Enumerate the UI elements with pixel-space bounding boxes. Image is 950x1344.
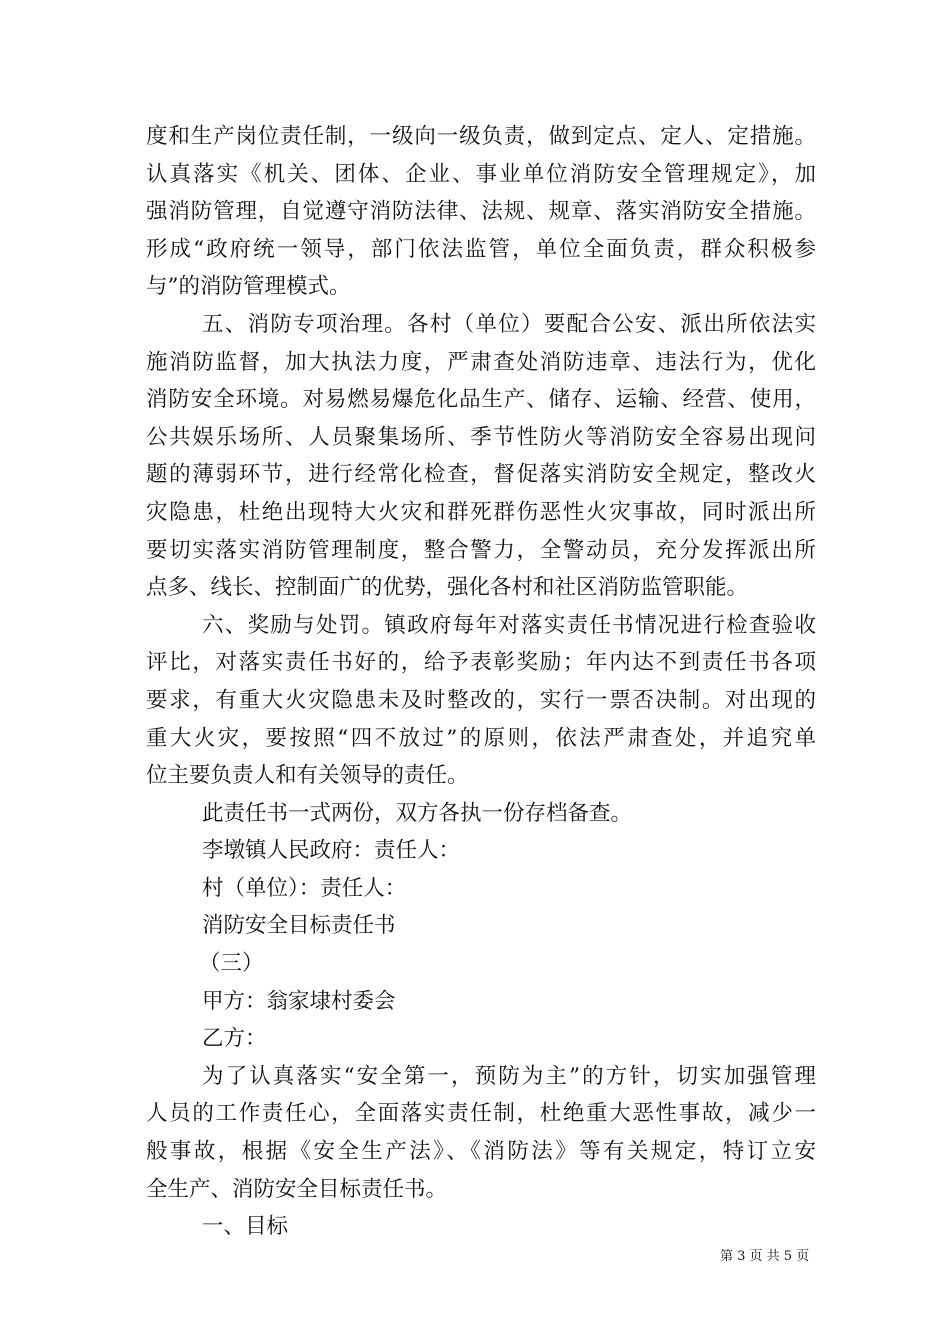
text-line: 为了认真落实“安全第一，预防为主”的方针，切实加强管理 (202, 1063, 816, 1089)
text-line: 评比，对落实责任书好的，给予表彰奖励；年内达不到责任书各项 (146, 650, 816, 676)
party-a-line: 甲方：翁家埭村委会 (202, 988, 396, 1014)
text-line: 五、消防专项治理。各村（单位）要配合公安、派出所依法实 (202, 311, 816, 337)
text-line: 人员的工作责任心，全面落实责任制，杜绝重大恶性事故，减少一 (146, 1101, 816, 1127)
text-line: 点多、线长、控制面广的优势，强化各村和社区消防监管职能。 (146, 575, 749, 601)
text-line: 重大火灾，要按照“四不放过”的原则，依法严肃查处，并追究单 (146, 725, 816, 751)
heading-line: 一、目标 (202, 1214, 289, 1240)
section-number: （三） (199, 951, 264, 977)
text-line: 要求，有重大火灾隐患未及时整改的，实行一票否决制。对出现的 (146, 687, 816, 713)
document-body (146, 118, 816, 1246)
text-line: 与”的消防管理模式。 (146, 274, 351, 300)
text-line: 形成“政府统一领导，部门依法监管，单位全面负责，群众积极参 (146, 236, 816, 262)
party-b-line: 乙方： (202, 1026, 267, 1052)
text-line: 此责任书一式两份，双方各执一份存档备查。 (202, 800, 633, 826)
page-number: 第 3 页 共 5 页 (720, 1249, 810, 1264)
section-title: 消防安全目标责任书 (202, 913, 396, 939)
text-line: 灾隐患，杜绝出现特大火灾和群死群伤恶性火灾事故，同时派出所 (146, 499, 816, 525)
text-line: 全生产、消防安全目标责任书。 (146, 1176, 448, 1202)
text-line: 六、奖励与处罚。镇政府每年对落实责任书情况进行检查验收 (202, 612, 816, 638)
text-line: 要切实落实消防管理制度，整合警力，全警动员，充分发挥派出所 (146, 537, 816, 563)
text-line: 位主要负责人和有关领导的责任。 (146, 763, 469, 789)
signature-line: 李墩镇人民政府：责任人： (202, 838, 461, 864)
text-line: 公共娱乐场所、人员聚集场所、季节性防火等消防安全容易出现问 (146, 424, 816, 450)
text-line: 度和生产岗位责任制，一级向一级负责，做到定点、定人、定措施。 (146, 124, 816, 149)
text-line: 题的薄弱环节，进行经常化检查，督促落实消防安全规定，整改火 (146, 462, 816, 488)
text-line: 认真落实《机关、团体、企业、事业单位消防安全管理规定》，加 (146, 161, 816, 187)
text-line: 般事故，根据《安全生产法》、《消防法》等有关规定，特订立安 (146, 1139, 816, 1165)
text-line: 施消防监督，加大执法力度，严肃查处消防违章、违法行为，优化 (146, 349, 816, 375)
signature-line: 村（单位）：责任人： (202, 875, 407, 901)
text-line: 强消防管理，自觉遵守消防法律、法规、规章、落实消防安全措施。 (146, 199, 816, 225)
text-line: 消防安全环境。对易燃易爆危化品生产、储存、运输、经营、使用， (146, 387, 816, 413)
